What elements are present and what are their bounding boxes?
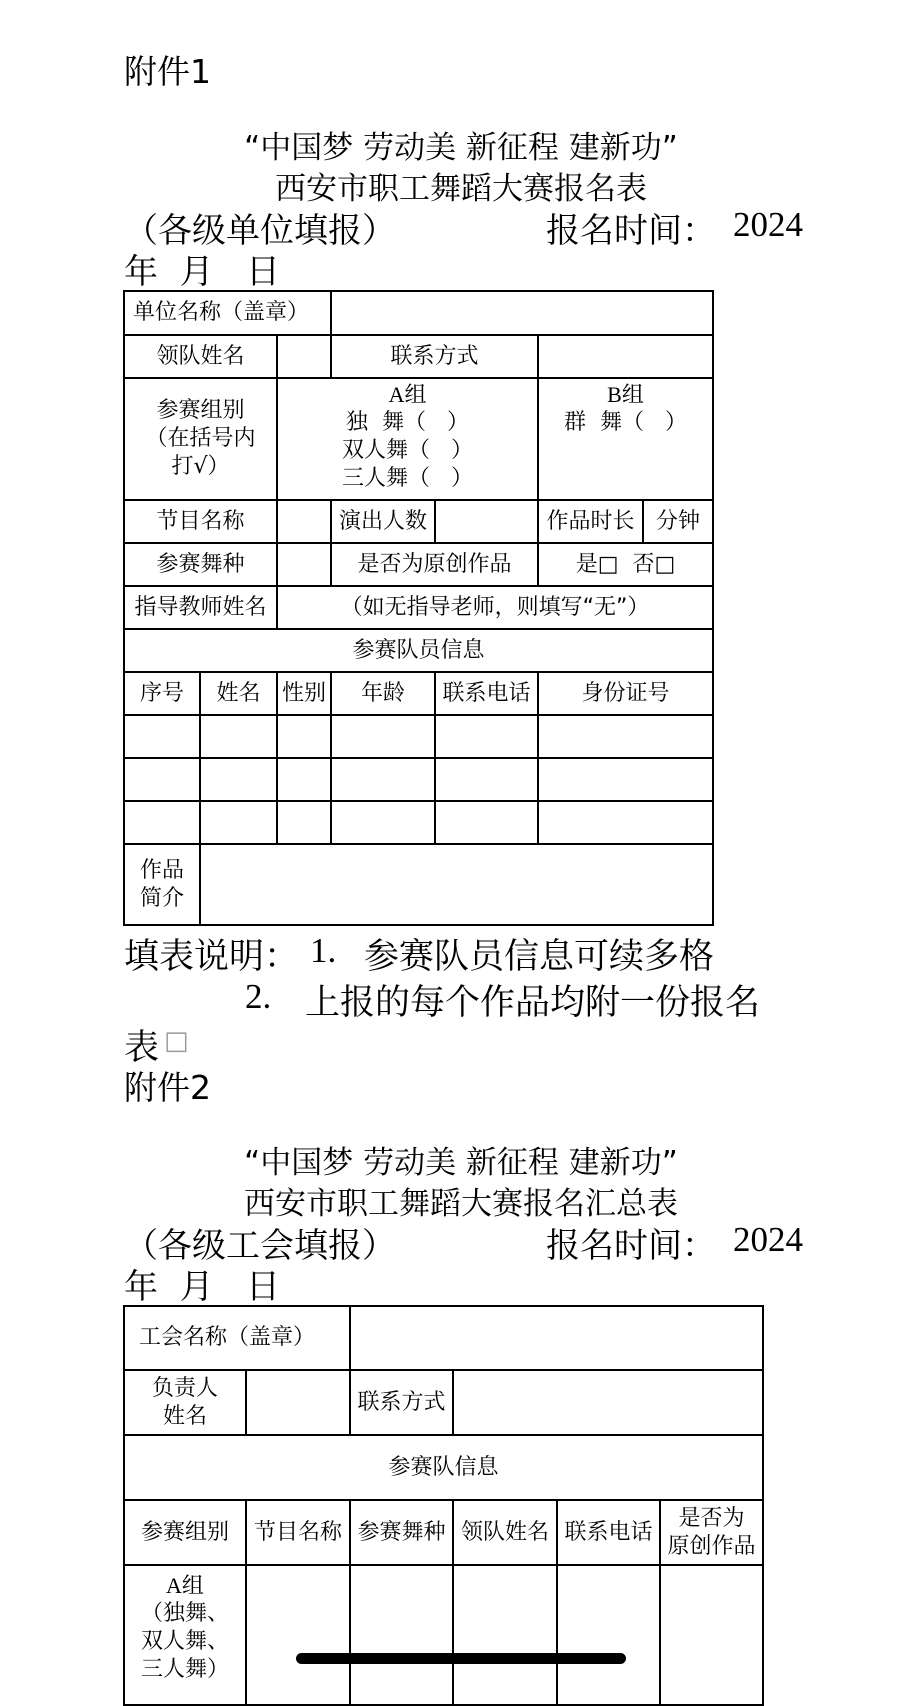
- unit-name-label: 单位名称（盖章）: [124, 291, 331, 335]
- duration-label: 作品时长: [538, 500, 643, 543]
- col-header-dance-type: 参赛舞种: [350, 1500, 453, 1565]
- checkbox-glyph: □: [164, 1026, 189, 1056]
- empty-cell[interactable]: [538, 758, 713, 801]
- col-header-index: 序号: [124, 672, 200, 715]
- original-line1: 是否为: [678, 1505, 745, 1531]
- group-a-title: A组: [388, 382, 427, 407]
- form1-title: 西安市职工舞蹈大赛报名表: [275, 171, 647, 207]
- table-row: [124, 801, 713, 844]
- group-label: [124, 378, 277, 500]
- instructor-label: 指导教师姓名: [124, 586, 277, 629]
- original-checkboxes[interactable]: 是□ 否□: [538, 543, 713, 586]
- empty-cell[interactable]: [200, 801, 277, 844]
- empty-cell[interactable]: [331, 758, 435, 801]
- group-a-line3: 双人舞、: [140, 1629, 229, 1654]
- group-a-trio: 三人舞（ ）: [342, 466, 473, 491]
- col-header-gender: 性别: [277, 672, 331, 715]
- notes-item-2-cont: 表: [124, 1028, 160, 1068]
- empty-cell[interactable]: [331, 801, 435, 844]
- intro-label-line2: 简介: [139, 885, 184, 911]
- performers-label: 演出人数: [331, 500, 435, 543]
- form2-summary-table: [123, 1305, 764, 1706]
- col-header-original: [660, 1500, 763, 1565]
- dance-type-label: 参赛舞种: [124, 543, 277, 586]
- table-row: [124, 758, 713, 801]
- empty-cell[interactable]: [660, 1565, 763, 1705]
- head-name-line2: 姓名: [162, 1403, 207, 1429]
- contact-label-2: 联系方式: [350, 1370, 453, 1435]
- group-b-group: 群 舞（ ）: [564, 410, 687, 435]
- table-row: [124, 715, 713, 758]
- annex-2-label: 附件2: [124, 1068, 211, 1107]
- form2-date-line2: 年 月 日: [124, 1267, 281, 1307]
- form1-title-slogan: “中国梦 劳动美 新征程 建新功”: [244, 130, 678, 166]
- group-label-line1: 参赛组别: [156, 398, 245, 423]
- empty-cell[interactable]: [538, 801, 713, 844]
- col-header-name: 姓名: [200, 672, 277, 715]
- program-name-field[interactable]: [277, 500, 331, 543]
- col-header-id-number: 身份证号: [538, 672, 713, 715]
- intro-label: [124, 844, 200, 925]
- empty-cell[interactable]: [124, 758, 200, 801]
- program-name-label: 节目名称: [124, 500, 277, 543]
- table-row: [124, 1565, 763, 1705]
- form2-fill-by: （各级工会填报）: [124, 1226, 396, 1266]
- contact-field-2[interactable]: [453, 1370, 763, 1435]
- empty-cell[interactable]: [538, 715, 713, 758]
- group-a-duo: 双人舞（ ）: [342, 438, 473, 463]
- group-a-cell[interactable]: [277, 378, 538, 500]
- group-label-line2: （在括号内: [145, 426, 256, 451]
- notes-item-1: 参赛队员信息可续多格: [364, 937, 715, 977]
- col-header-phone: 联系电话: [435, 672, 538, 715]
- empty-cell[interactable]: [200, 758, 277, 801]
- group-b-cell[interactable]: [538, 378, 713, 500]
- form1-registration-table: [123, 290, 714, 926]
- empty-cell[interactable]: [435, 715, 538, 758]
- intro-field[interactable]: [200, 844, 713, 925]
- dance-type-field[interactable]: [277, 543, 331, 586]
- head-name-label: [124, 1370, 246, 1435]
- original-question: 是否为原创作品: [331, 543, 538, 586]
- notes-num-2: 2.: [245, 977, 272, 1016]
- form1-date-label: 报名时间：: [546, 211, 716, 251]
- empty-cell[interactable]: [350, 1565, 453, 1705]
- col-header-group: 参赛组别: [124, 1500, 246, 1565]
- leader-name-field[interactable]: [277, 335, 331, 378]
- group-a-solo: 独 舞（ ）: [346, 410, 469, 435]
- unit-name-field[interactable]: [331, 291, 713, 335]
- empty-cell[interactable]: [124, 715, 200, 758]
- col-header-program: 节目名称: [246, 1500, 350, 1565]
- group-a-label: [124, 1565, 246, 1705]
- empty-cell[interactable]: [331, 715, 435, 758]
- union-name-field[interactable]: [350, 1306, 763, 1370]
- head-name-field[interactable]: [246, 1370, 350, 1435]
- form1-date-line2: 年 月 日: [124, 252, 281, 292]
- form2-year: 2024: [733, 1220, 803, 1259]
- form2-title: 西安市职工舞蹈大赛报名汇总表: [244, 1186, 678, 1222]
- empty-cell[interactable]: [435, 758, 538, 801]
- empty-cell[interactable]: [246, 1565, 350, 1705]
- group-label-line3: 打√）: [171, 454, 230, 479]
- leader-name-label: 领队姓名: [124, 335, 277, 378]
- form2-date-label: 报名时间：: [546, 1226, 716, 1266]
- empty-cell[interactable]: [124, 801, 200, 844]
- annex-1-label: 附件1: [124, 52, 211, 91]
- group-b-title: B组: [607, 382, 644, 407]
- teams-info-header: 参赛队信息: [124, 1435, 763, 1500]
- form2-title-slogan: “中国梦 劳动美 新征程 建新功”: [244, 1145, 678, 1181]
- head-name-line1: 负责人: [151, 1375, 218, 1401]
- empty-cell[interactable]: [200, 715, 277, 758]
- empty-cell[interactable]: [453, 1565, 557, 1705]
- group-a-line2: （独舞、: [140, 1601, 229, 1626]
- empty-cell[interactable]: [277, 715, 331, 758]
- group-a-line4: 三人舞）: [140, 1657, 229, 1682]
- contact-label: 联系方式: [331, 335, 538, 378]
- notes-prefix: 填表说明：: [124, 937, 300, 977]
- col-header-leader: 领队姓名: [453, 1500, 557, 1565]
- members-info-header: 参赛队员信息: [124, 629, 713, 672]
- contact-field[interactable]: [538, 335, 713, 378]
- empty-cell[interactable]: [277, 758, 331, 801]
- notes-item-2: 上报的每个作品均附一份报名: [305, 983, 761, 1023]
- home-indicator-bar[interactable]: [296, 1653, 626, 1664]
- form1-year: 2024: [733, 205, 803, 244]
- performers-field[interactable]: [435, 500, 538, 543]
- empty-cell[interactable]: [557, 1565, 660, 1705]
- intro-label-line1: 作品: [139, 857, 184, 883]
- union-name-label: 工会名称（盖章）: [124, 1306, 350, 1370]
- col-header-phone-2: 联系电话: [557, 1500, 660, 1565]
- empty-cell[interactable]: [277, 801, 331, 844]
- empty-cell[interactable]: [435, 801, 538, 844]
- duration-unit: 分钟: [643, 500, 713, 543]
- col-header-age: 年龄: [331, 672, 435, 715]
- group-a-line1: A组: [166, 1573, 204, 1598]
- notes-num-1: 1.: [310, 931, 337, 970]
- original-line2: 原创作品: [667, 1533, 756, 1559]
- form1-fill-by: （各级单位填报）: [124, 211, 396, 251]
- instructor-field[interactable]: （如无指导老师，则填写“无”）: [277, 586, 713, 629]
